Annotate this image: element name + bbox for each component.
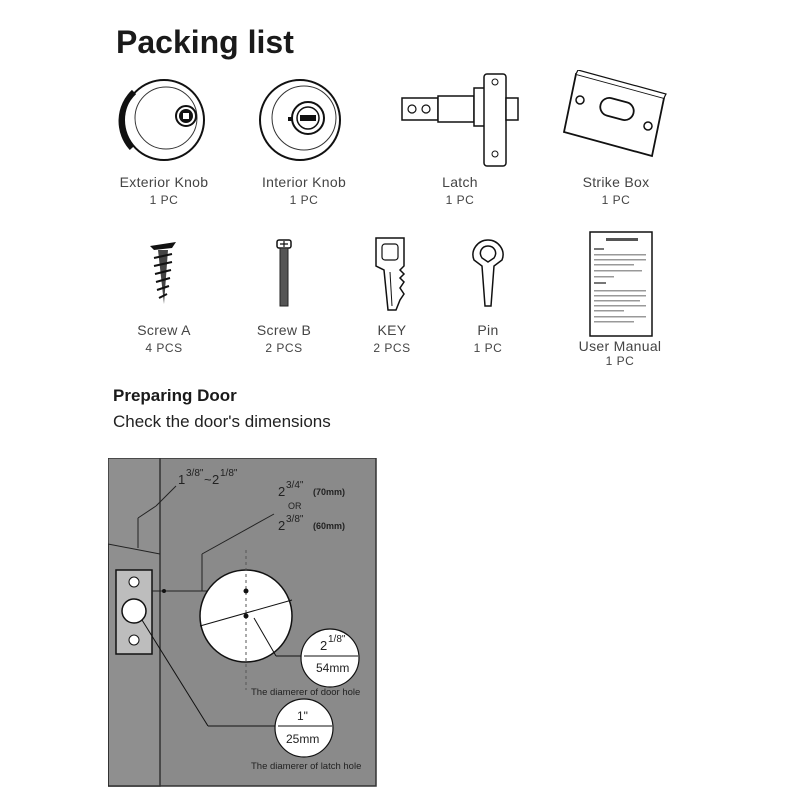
door-dimension-diagram	[108, 458, 378, 788]
thickness-sep: ~	[204, 472, 212, 487]
backset-b-sup: 3/8"	[286, 514, 304, 525]
latch-hole-mm: 25mm	[286, 732, 320, 746]
door-hole-inch: 2	[320, 638, 328, 653]
screw-a-icon	[124, 238, 204, 322]
item-qty: 2 PCS	[265, 341, 303, 355]
item-name: Strike Box	[582, 174, 650, 190]
item-qty: 1 PC	[149, 193, 179, 207]
thickness-a-sup: 3/8"	[186, 468, 204, 479]
latch-hole-caption: The diamerer of latch hole	[251, 761, 362, 772]
interior-knob-icon	[244, 78, 364, 174]
item-qty: 2 PCS	[373, 341, 411, 355]
item-name: Latch	[442, 174, 478, 190]
item-user-manual	[570, 230, 670, 368]
item-strike-box	[556, 70, 676, 207]
thickness-a: 1	[178, 472, 186, 487]
section-subtitle: Check the door's dimensions	[113, 412, 331, 431]
exterior-knob-icon	[104, 78, 224, 174]
item-name: Screw B	[256, 322, 312, 338]
latch-icon	[398, 70, 522, 174]
thickness-b: 2	[212, 472, 220, 487]
item-name: Screw A	[137, 322, 191, 338]
door-hole-caption: The diamerer of door hole	[251, 687, 361, 698]
pin-icon	[448, 236, 528, 322]
item-qty: 1 PC	[601, 193, 631, 207]
item-qty: 1 PC	[473, 341, 503, 355]
item-screw-a	[124, 238, 204, 355]
backset-a: 2	[278, 484, 286, 499]
item-qty: 1 PC	[289, 193, 319, 207]
backset-b-mm: (60mm)	[313, 521, 346, 531]
screw-b-icon	[244, 238, 324, 322]
user-manual-icon	[570, 230, 670, 340]
section-title: Preparing Door	[113, 386, 237, 405]
item-name: Exterior Knob	[119, 174, 209, 190]
latch-hole-inch: 1"	[297, 709, 308, 723]
page-title: Packing list	[116, 24, 294, 60]
item-interior-knob	[244, 78, 364, 207]
item-qty: 4 PCS	[145, 341, 183, 355]
strike-box-icon	[556, 70, 676, 174]
item-exterior-knob	[104, 78, 224, 207]
door-hole-inch-sup: 1/8"	[328, 634, 346, 645]
item-latch	[398, 70, 522, 207]
backset-or: OR	[288, 501, 302, 511]
backset-a-sup: 3/4"	[286, 480, 304, 491]
latch-hole-callout	[275, 699, 333, 757]
item-qty: 1 PC	[445, 193, 475, 207]
item-name: KEY	[377, 322, 407, 338]
item-key	[352, 236, 432, 355]
key-icon	[352, 236, 432, 322]
item-screw-b	[244, 238, 324, 355]
thickness-b-sup: 1/8"	[220, 468, 238, 479]
item-name: User Manual	[578, 338, 662, 354]
item-name: Interior Knob	[261, 174, 347, 190]
door-hole-mm: 54mm	[316, 661, 350, 675]
backset-b: 2	[278, 518, 286, 533]
backset-a-mm: (70mm)	[313, 487, 346, 497]
item-qty: 1 PC	[605, 354, 635, 368]
item-name: Pin	[477, 322, 499, 338]
item-pin	[448, 236, 528, 355]
